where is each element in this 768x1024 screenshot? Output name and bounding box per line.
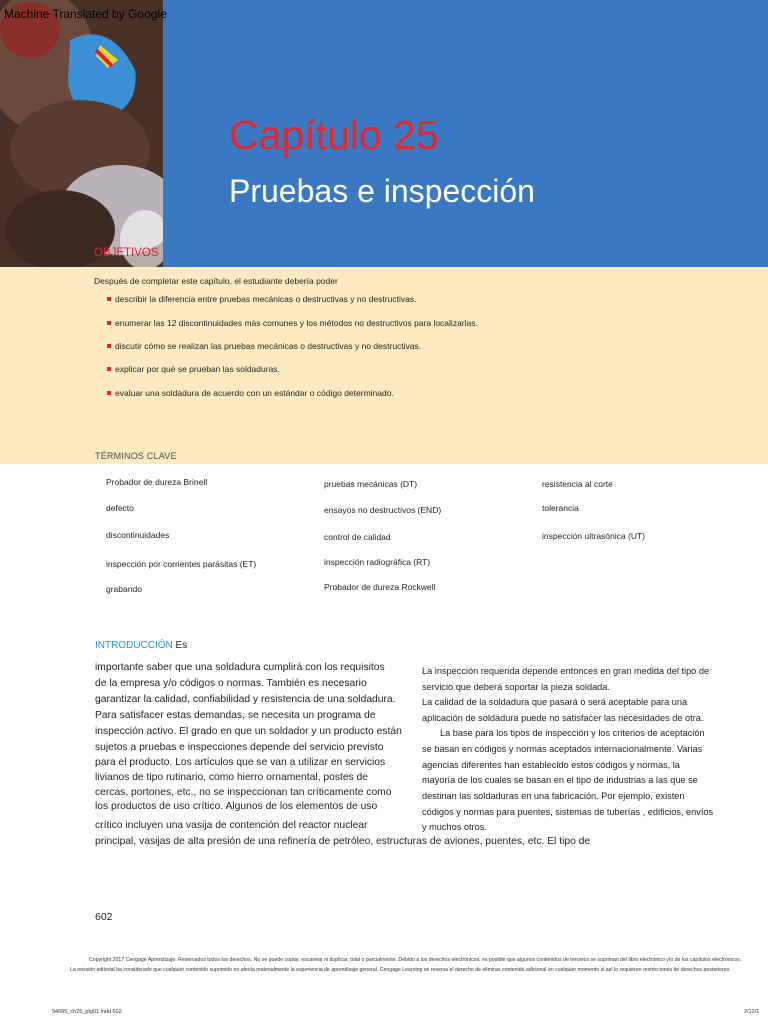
key-term: resistencia al corte xyxy=(542,479,613,489)
objective-item: evaluar una soldadura de acuerdo con un estándar o código determinado. xyxy=(107,388,394,398)
key-term: ensayos no destructivos (END) xyxy=(324,505,442,515)
key-term: inspección ultrasónica (UT) xyxy=(542,531,645,541)
body-line: códigos y normas para puentes, sistemas de tuberías , edificios, envíos xyxy=(422,807,714,817)
key-term: control de calidad xyxy=(324,532,391,542)
key-term: Probador de dureza Brinell xyxy=(106,477,208,487)
objective-item: describir la diferencia entre pruebas mecánicas o destructivas y no destructivas. xyxy=(107,294,416,304)
key-term: tolerancia xyxy=(542,503,579,513)
chapter-title: Pruebas e inspección xyxy=(229,173,535,209)
objective-item: discutir cómo se realizan las pruebas mecánicas o destructivas y no destructivas. xyxy=(107,341,421,351)
objectives-intro: Después de completar este capítulo, el estudiante debería poder xyxy=(94,276,338,286)
key-term: inspección por corrientes parásitas (ET) xyxy=(106,559,257,569)
key-term: discontinuidades xyxy=(106,530,170,540)
key-terms-heading: TÉRMINOS CLAVE xyxy=(95,451,177,461)
bullet-icon xyxy=(107,367,111,371)
key-term: Probador de dureza Rockwell xyxy=(324,582,436,592)
body-line: aplicación de soldadura puede no satisfacer las necesidades de otra. xyxy=(422,713,704,723)
body-line: crítico incluyen una vasija de contención del reactor nuclear xyxy=(95,820,368,831)
body-line: cercas, portones, etc., no se inspeccionan tan críticamente como xyxy=(95,787,392,798)
body-line-full-width: principal, vasijas de alta presión de una refinería de petróleo, estructuras de aviones, puentes, etc. El tipo de xyxy=(95,836,591,847)
copyright-notice-line: Copyright 2017 Cengage Aprendizaje. Reservados todos los derechos. No se puede copiar, escanear ni duplicar, total o parcialmente. Debido a los derechos electrónicos, es posible que algunos contenidos de terceros se supriman del libro electrónico y/o de los capítulos electrónicos. xyxy=(89,957,742,963)
body-line: los productos de uso crítico. Algunos de los elementos de uso xyxy=(95,801,378,812)
body-line: livianos de tipo rutinario, como hierro ornamental, postes de xyxy=(95,772,369,783)
key-term: grabando xyxy=(106,584,142,594)
body-line: para el producto. Los artículos que se van a utilizar en servicios xyxy=(95,757,386,768)
key-term: pruebas mecánicas (DT) xyxy=(324,479,418,489)
body-line: La base para los tipos de inspección y los criterios de aceptación xyxy=(440,728,705,738)
chapter-number: Capítulo 25 xyxy=(229,112,439,158)
body-line: sujetos a pruebas e inspecciones depende del servicio previsto xyxy=(95,742,384,753)
page-number: 602 xyxy=(95,911,113,923)
body-line: garantizar la calidad, confiabilidad y resistencia de una soldadura. xyxy=(95,694,396,705)
body-line: servicio que deberá soportar la pieza soldada. xyxy=(422,682,610,692)
body-line: agencias diferentes han establecido estos códigos y normas, la xyxy=(422,760,680,770)
welder-photo-graphic xyxy=(0,0,163,267)
objectives-heading: OBJETIVOS xyxy=(94,247,159,259)
machine-translated-label: Machine Translated by Google xyxy=(4,7,167,21)
bullet-icon xyxy=(107,297,111,301)
body-line: La calidad de la soldadura que pasará o será aceptable para una xyxy=(422,697,688,707)
introduction-heading: INTRODUCCIÓN Es xyxy=(95,640,188,651)
key-term: defecto xyxy=(106,503,134,513)
welder-photo xyxy=(0,0,163,267)
bullet-icon xyxy=(107,344,111,348)
body-line: y muchos otros. xyxy=(422,822,487,832)
bullet-icon xyxy=(107,391,111,395)
body-line: se basan en códigos y normas aceptados internacionalmente. Varias xyxy=(422,744,703,754)
objective-item: explicar por qué se prueban las soldaduras. xyxy=(107,364,280,374)
copyright-notice-line: La revisión editorial ha considerado que cualquier contenido suprimido no afecta materialmente la experiencia de aprendizaje general. Cengage Learning se reserva el derecho de eliminar contenido adicional en cualquier momento si así lo requieren restricciones de derechos posteriores. xyxy=(70,967,731,973)
body-line: importante saber que una soldadura cumplirá con los requisitos xyxy=(95,662,385,673)
file-identifier: 94695_ch25_ptg01.indd 602 xyxy=(52,1009,122,1015)
body-line: de la empresa y/o códigos o normas. También es necesario xyxy=(95,678,367,689)
objective-item: enumerar las 12 discontinuidades más comunes y los métodos no destructivos para localizarlas. xyxy=(107,318,478,328)
file-date: 2/12/1 xyxy=(744,1009,760,1015)
key-term: inspección radiográfica (RT) xyxy=(324,557,431,567)
body-line: destinan las soldaduras en una fabricación. Por ejemplo, existen xyxy=(422,791,685,801)
bullet-icon xyxy=(107,321,111,325)
body-line: inspección activo. El grado en que un soldador y un producto están xyxy=(95,726,402,737)
body-line: mayoría de los cuales se basan en el tipo de industrias a las que se xyxy=(422,775,698,785)
body-line: La inspección requerida depende entonces en gran medida del tipo de xyxy=(422,666,710,676)
body-line: Para satisfacer estas demandas, se necesita un programa de xyxy=(95,710,376,721)
